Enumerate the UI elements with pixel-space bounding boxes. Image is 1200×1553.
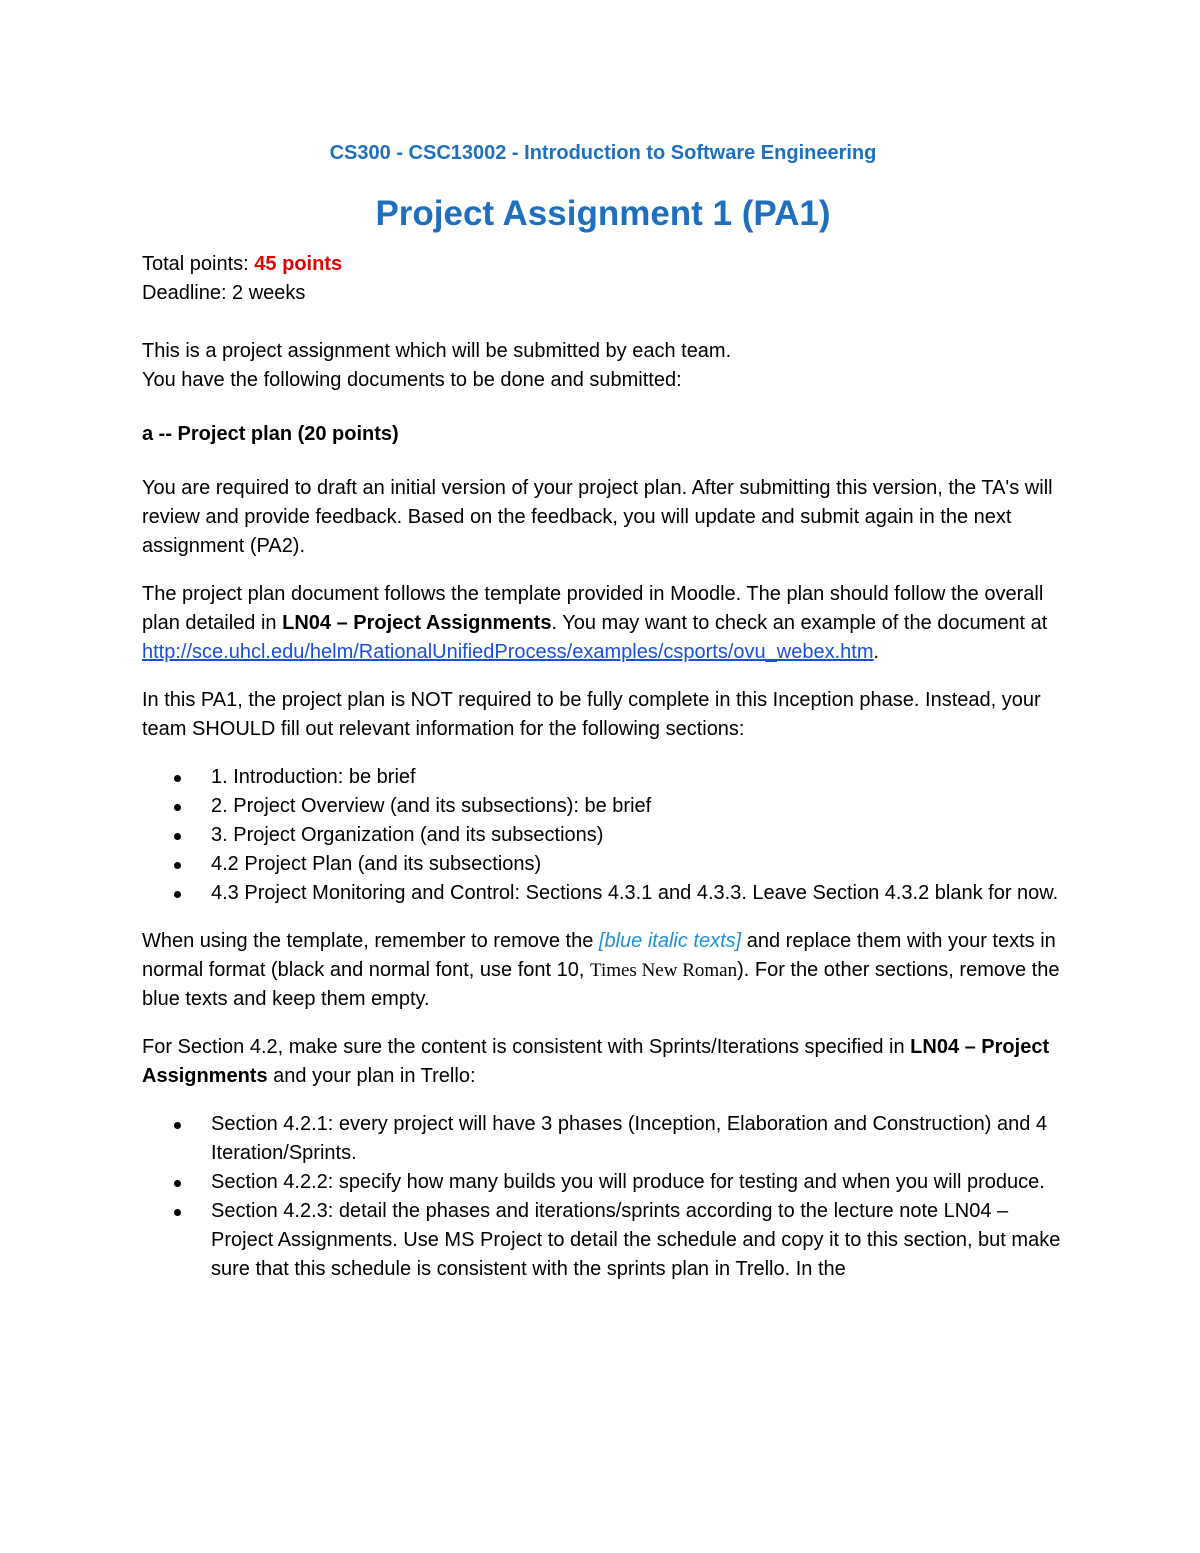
bullet-icon: [174, 1209, 181, 1216]
bullet-icon: [174, 891, 181, 898]
list-item-text: Section 4.2.2: specify how many builds you will produce for testing and when you will produce.: [211, 1171, 1045, 1193]
paragraph-text: and your plan in Trello:: [267, 1065, 476, 1087]
section-4-2-list: [142, 1110, 1064, 1284]
intro-line-1: This is a project assignment which will be submitted by each team.: [142, 340, 732, 362]
paragraph-text: . You may want to check an example of the document at: [551, 612, 1048, 634]
ln04-reference: LN04 – Project Assignments: [282, 612, 552, 634]
paragraph-text: For Section 4.2, make sure the content is consistent with Sprints/Iterations specified in: [142, 1036, 911, 1058]
list-item: [142, 850, 1064, 879]
list-item-text: Section 4.2.3: detail the phases and iterations/sprints according to the lecture note LN04 – Project Assignments. Use MS Project to detail the schedule and copy it to this section, but make sure that this schedule is consistent with the sprints plan in Trello. In the: [211, 1200, 1061, 1280]
deadline-line: Deadline: 2 weeks: [142, 282, 306, 304]
total-points-line: [142, 250, 1064, 279]
paragraph-text: .: [873, 641, 880, 663]
bullet-icon: [174, 1122, 181, 1129]
section-a-paragraph-1: You are required to draft an initial version of your project plan. After submitting this version, the TA's will review and provide feedback. Based on the feedback, you will update and submit again in the next assignment (PA2).: [142, 477, 1053, 557]
list-item: [142, 879, 1064, 908]
list-item-text: Section 4.2.1: every project will have 3 phases (Inception, Elaboration and Construction) and 4 Iteration/Sprints.: [211, 1113, 1048, 1164]
paragraph-text: ). For the other sections, remove the blue texts and keep them empty.: [142, 959, 1060, 1010]
total-points-label: Total points:: [142, 253, 255, 275]
bullet-icon: [174, 833, 181, 840]
list-item: [142, 763, 1064, 792]
list-item-text: 1. Introduction: be brief: [211, 766, 416, 788]
list-item: [142, 792, 1064, 821]
blue-italic-example: [blue italic texts]: [598, 930, 742, 952]
section-a-paragraph-3: In this PA1, the project plan is NOT required to be fully complete in this Inception phase. Instead, your team SHOULD fill out relevant information for the following sections:: [142, 689, 1041, 740]
section-a-paragraph-4: [142, 927, 1064, 1014]
list-item: [142, 821, 1064, 850]
list-item-text: 4.2 Project Plan (and its subsections): [211, 853, 542, 875]
section-a-heading: a -- Project plan (20 points): [142, 423, 399, 445]
list-item: [142, 1110, 1064, 1168]
list-item-text: 2. Project Overview (and its subsections): be brief: [211, 795, 652, 817]
sections-list: [142, 763, 1064, 908]
font-name-example: Times New Roman: [590, 960, 738, 981]
page-title: Project Assignment 1 (PA1): [375, 194, 831, 233]
paragraph-text: and replace them with your texts in normal format (black and normal font, use font 10,: [142, 930, 1056, 981]
section-a-paragraph-5: [142, 1033, 1064, 1091]
list-item-text: 3. Project Organization (and its subsections): [211, 824, 604, 846]
list-item-text: 4.3 Project Monitoring and Control: Sections 4.3.1 and 4.3.3. Leave Section 4.3.2 blank for now.: [211, 882, 1059, 904]
ln04-reference: LN04 – Project Assignments: [142, 1036, 1050, 1087]
total-points-value: 45 points: [254, 253, 343, 275]
intro-line-2: You have the following documents to be done and submitted:: [142, 369, 682, 391]
bullet-icon: [174, 775, 181, 782]
list-item: [142, 1168, 1064, 1197]
document-content: [142, 138, 1064, 1303]
course-title: CS300 - CSC13002 - Introduction to Software Engineering: [329, 142, 877, 164]
paragraph-text: The project plan document follows the template provided in Moodle. The plan should follow the overall plan detailed in: [142, 583, 1044, 634]
section-a-paragraph-2: [142, 580, 1064, 667]
bullet-icon: [174, 862, 181, 869]
paragraph-text: When using the template, remember to remove the: [142, 930, 599, 952]
example-document-link[interactable]: http://sce.uhcl.edu/helm/RationalUnifiedProcess/examples/csports/ovu_webex.htm: [142, 641, 874, 663]
list-item: [142, 1197, 1064, 1284]
bullet-icon: [174, 804, 181, 811]
bullet-icon: [174, 1180, 181, 1187]
